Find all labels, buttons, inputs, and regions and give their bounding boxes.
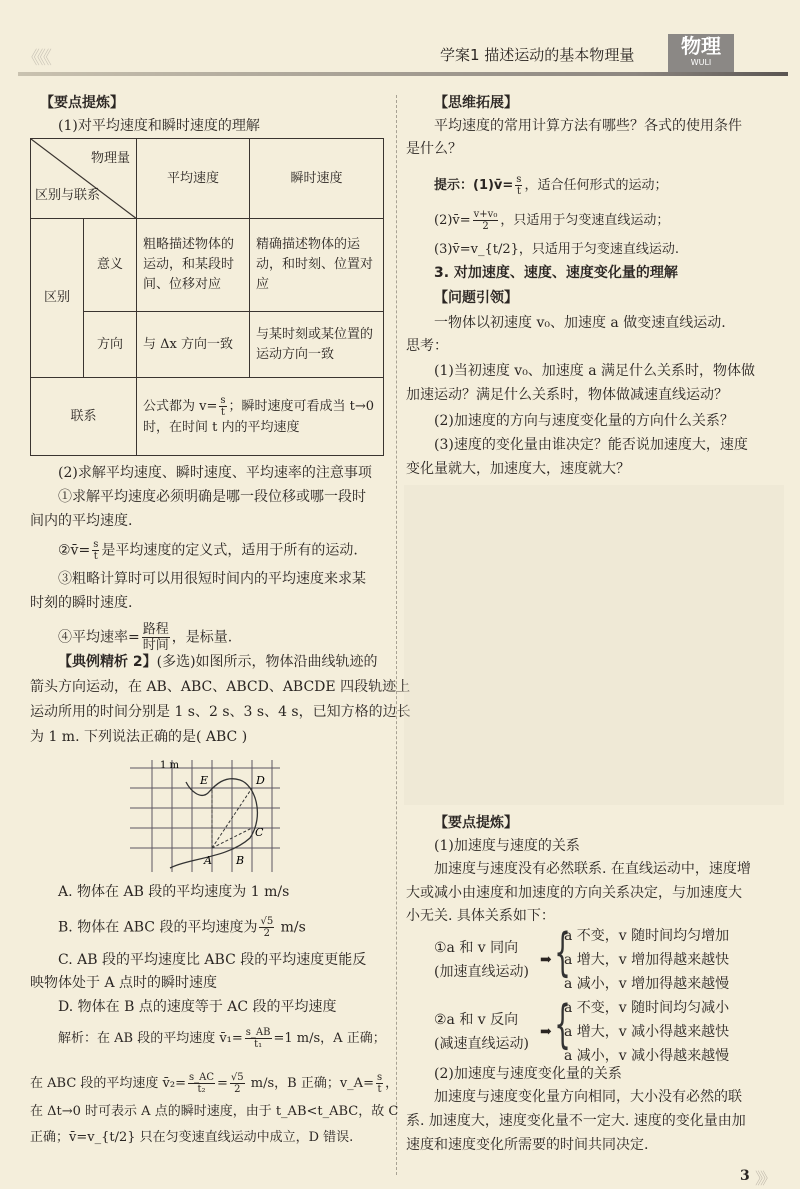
case-label: ①a 和 v 同向 (434, 940, 519, 956)
formula-text: 时，在时间 t 内的平均速度 (143, 420, 300, 435)
denominator: t₂ (197, 1084, 206, 1095)
table-cell: 粗略描述物体的运动，和某段时间、位移对应 (137, 219, 250, 312)
paragraph-line: 思考： (406, 338, 448, 354)
denominator: t (516, 186, 521, 197)
brace-icon: { (554, 995, 571, 1055)
text: m/s，B 正确；v_A= (246, 1076, 374, 1091)
arrow-icon: ➡ (540, 1024, 552, 1040)
point-label: B (236, 854, 245, 867)
paragraph-line: 系. 加速度大，速度变化量不一定大. 速度的变化量由加 (406, 1113, 746, 1129)
numerator: v+v₀ (473, 209, 498, 220)
text: ，只适用于匀变速直线运动； (500, 213, 670, 228)
text: 解析：在 AB 段的平均速度 v̄₁= (58, 1031, 243, 1046)
page-number: 3 (740, 1168, 750, 1184)
brace-icon: { (554, 923, 571, 983)
text: 是平均速度的定义式，适用于所有的运动. (101, 542, 358, 559)
row-label: 方向 (84, 312, 137, 378)
corner-bottom-label: 区别与联系 (35, 188, 101, 203)
paragraph-line (58, 622, 232, 653)
text: m/s (276, 919, 306, 936)
denominator: t (220, 407, 225, 418)
text: ，适合任何形式的运动； (524, 178, 668, 193)
paragraph-line: (3)速度的变化量由谁决定？能否说加速度大，速度 (434, 437, 748, 453)
row-group-label: 区别 (31, 219, 84, 378)
text: (多选)如图所示，物体沿曲线轨迹的 (156, 654, 378, 670)
fraction (230, 1072, 245, 1095)
text: B. 物体在 ABC 段的平均速度为 (58, 919, 258, 936)
case-item: a 减小，v 增加得越来越慢 (564, 976, 730, 992)
case-label: ②a 和 v 反向 (434, 1012, 519, 1028)
denominator: 2 (234, 1084, 241, 1095)
numerator: s (220, 395, 226, 406)
paragraph-line: 是什么？ (406, 141, 462, 157)
column-header: 平均速度 (137, 139, 250, 219)
text: = (217, 1076, 228, 1091)
blank-area (404, 485, 784, 805)
solution-line (58, 1027, 386, 1050)
section-heading: 【要点提炼】 (40, 95, 124, 111)
comparison-table (30, 138, 384, 456)
section-heading: 【要点提炼】 (434, 815, 518, 831)
numerator: s_AB (245, 1027, 271, 1038)
scale-label: 1 m (160, 760, 180, 771)
denominator: 2 (263, 928, 271, 939)
formula-text: ；瞬时速度可看成当 t→0 (228, 399, 375, 414)
header-decoration: 《《《 (22, 48, 49, 69)
fraction (515, 174, 522, 197)
case-item: a 不变，v 随时间均匀减小 (564, 1000, 730, 1016)
table-cell: 精确描述物体的运动，和时刻、位置对应 (250, 219, 384, 312)
text: ④平均速率= (58, 629, 140, 646)
numerator: √5 (230, 1072, 244, 1083)
denominator: t (377, 1084, 382, 1095)
case-label: (加速直线运动) (434, 964, 529, 980)
table-cell: 与某时刻或某位置的运动方向一致 (250, 312, 384, 378)
paragraph-line: 间内的平均速度. (30, 513, 133, 529)
option-d: D. 物体在 B 点的速度等于 AC 段的平均速度 (58, 999, 337, 1015)
fraction (142, 622, 170, 653)
subject-badge (668, 34, 734, 72)
item-heading: (2)加速度与速度变化量的关系 (434, 1066, 622, 1082)
paragraph-line: 小无关. 具体关系如下： (406, 908, 555, 924)
hint-line (434, 174, 667, 197)
paragraph-line (58, 652, 378, 672)
row-label: 意义 (84, 219, 137, 312)
solution-line: 正确；v̄=v_{t/2} 只在匀变速直线运动中成立，D 错误. (30, 1130, 354, 1145)
subject-pinyin: WULI (690, 58, 712, 67)
paragraph-line: 加速度与速度没有必然联系. 在直线运动中，速度增 (434, 861, 751, 877)
section-heading: 【思维拓展】 (434, 95, 518, 111)
header-rule (18, 72, 788, 76)
numerator: s (516, 174, 522, 185)
table-cell (137, 378, 384, 456)
paragraph-line: 时刻的瞬时速度. (30, 595, 133, 611)
paragraph-line: 加速运动？满足什么关系时，物体做减速直线运动？ (406, 387, 728, 403)
point-label: E (200, 774, 209, 787)
table-corner-cell (31, 139, 137, 219)
case-item: a 减小，v 减小得越来越慢 (564, 1048, 730, 1064)
numerator: √5 (260, 916, 274, 927)
paragraph-line (58, 539, 358, 562)
paragraph-line: (2)加速度的方向与速度变化量的方向什么关系？ (434, 413, 734, 429)
text: ，是标量. (171, 629, 233, 646)
paragraph-line: ③粗略计算时可以用很短时间内的平均速度来求某 (58, 571, 366, 587)
text: 提示：(1)v̄= (434, 178, 514, 193)
paragraph-line: 为 1 m. 下列说法正确的是( ABC ) (30, 729, 248, 745)
case-label: (减速直线运动) (434, 1036, 529, 1052)
paragraph-line: 箭头方向运动，在 AB、ABC、ABCD、ABCDE 四段轨迹上 (30, 679, 411, 695)
subsection-heading: 3. 对加速度、速度、速度变化量的理解 (434, 265, 678, 281)
column-header: 瞬时速度 (250, 139, 384, 219)
text: (2)v̄= (434, 213, 471, 228)
row-label: 联系 (31, 378, 137, 456)
case-item: a 增大，v 减小得越来越快 (564, 1024, 730, 1040)
paragraph-line: 一物体以初速度 v₀、加速度 a 做变速直线运动. (434, 315, 726, 331)
lesson-title: 学案1 描述运动的基本物理量 (440, 46, 635, 64)
arrow-icon: ➡ (540, 952, 552, 968)
fraction (259, 916, 274, 939)
case-item: a 增大，v 增加得越来越快 (564, 952, 730, 968)
subject-name: 物理 (681, 34, 721, 58)
numerator: s_AC (188, 1072, 214, 1083)
paragraph-line: 加速度与速度变化量方向相同，大小没有必然的联 (434, 1089, 742, 1105)
numerator: s (93, 539, 99, 550)
solution-line (30, 1072, 398, 1095)
text: 在 ABC 段的平均速度 v̄₂= (30, 1076, 186, 1091)
fraction (92, 539, 99, 562)
item-heading: (1)加速度与速度的关系 (434, 838, 580, 854)
numerator: s (376, 1072, 383, 1083)
case-item: a 不变，v 随时间均匀增加 (564, 928, 730, 944)
numerator: 路程 (142, 622, 169, 637)
solution-line: 在 Δt→0 时可表示 A 点的瞬时速度，由于 t_AB<t_ABC，故 C (30, 1104, 399, 1119)
section-heading: 【问题引领】 (434, 290, 518, 306)
option-c-continued: 映物体处于 A 点时的瞬时速度 (30, 975, 218, 991)
hint-line: (3)v̄=v_{t/2}，只适用于匀变速直线运动. (434, 242, 680, 257)
paragraph-line: 变化量就大，加速度大，速度就大？ (406, 461, 630, 477)
trajectory-figure (130, 760, 280, 872)
table-cell: 与 Δx 方向一致 (137, 312, 250, 378)
denominator: t₁ (254, 1039, 263, 1050)
point-label: C (255, 826, 264, 839)
trajectory-curve (170, 779, 257, 868)
paragraph-line: 大或减小由速度和加速度的方向关系决定，与加速度大 (406, 885, 742, 901)
point-label: A (204, 854, 212, 867)
paragraph-line: 速度和速度变化所需要的时间共同决定. (406, 1137, 649, 1153)
denominator: t (93, 551, 98, 562)
item-heading: (2)求解平均速度、瞬时速度、平均速率的注意事项 (58, 465, 372, 481)
fraction (188, 1072, 215, 1095)
hint-line (434, 209, 669, 232)
text: ， (385, 1076, 399, 1091)
footer-decoration: 》》 (755, 1169, 774, 1188)
paragraph-line: 平均速度的常用计算方法有哪些？各式的使用条件 (434, 118, 742, 134)
denominator: 时间 (142, 638, 169, 653)
corner-top-label: 物理量 (90, 151, 130, 166)
item-heading: (1)对平均速度和瞬时速度的理解 (58, 118, 260, 134)
option-b (58, 916, 306, 939)
example-label: 【典例精析 2】 (58, 654, 157, 670)
column-divider (396, 95, 397, 1175)
paragraph-line: 运动所用的时间分别是 1 s、2 s、3 s、4 s，已知方格的边长 (30, 704, 411, 720)
text: ②v̄= (58, 542, 91, 559)
point-label: D (256, 774, 265, 787)
fraction (376, 1072, 383, 1095)
fraction (219, 395, 226, 418)
formula-text: 公式都为 v= (143, 399, 218, 414)
option-a: A. 物体在 AB 段的平均速度为 1 m/s (58, 884, 290, 900)
paragraph-line: (1)当初速度 v₀、加速度 a 满足什么关系时，物体做 (434, 363, 756, 379)
denominator: 2 (482, 221, 489, 232)
fraction (245, 1027, 272, 1050)
option-c: C. AB 段的平均速度比 ABC 段的平均速度更能反 (58, 952, 367, 968)
text: =1 m/s，A 正确； (273, 1031, 386, 1046)
fraction (473, 209, 499, 232)
paragraph-line: ①求解平均速度必须明确是哪一段位移或哪一段时 (58, 489, 366, 505)
